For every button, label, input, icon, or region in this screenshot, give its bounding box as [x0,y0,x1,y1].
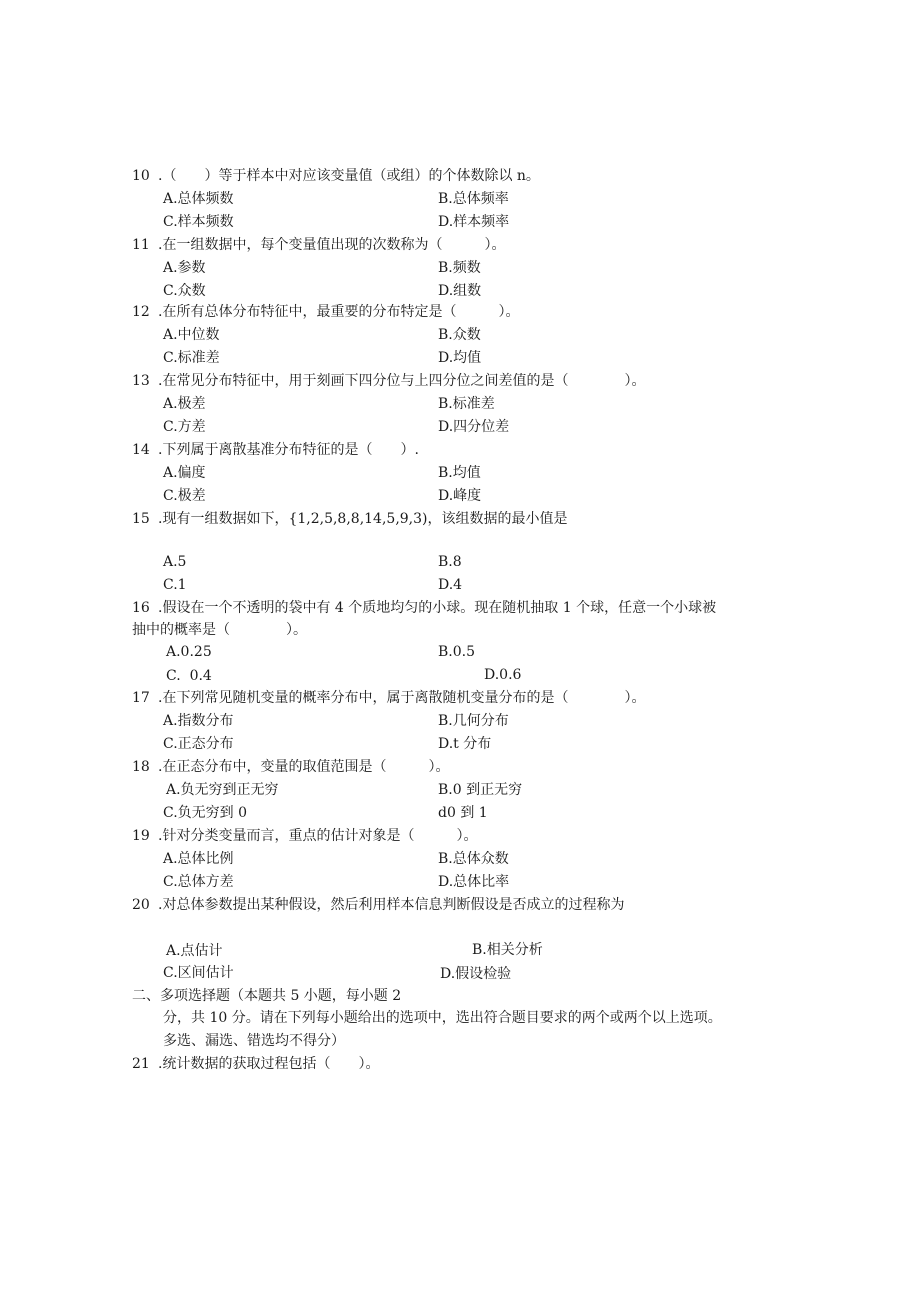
question-15-option-d: D.4 [438,577,463,593]
question-11-option-c: C.众数 [163,283,206,299]
question-17-text: .在下列常见随机变量的概率分布中，属于离散随机变量分布的是（ ）。 [158,690,646,706]
question-12-option-b: B.众数 [438,327,481,343]
question-20-text: .对总体参数提出某种假设，然后利用样本信息判断假设是否成立的过程称为 [158,897,625,913]
question-12-number: 12 [132,304,150,320]
question-10-option-d: D.样本频率 [438,214,510,230]
question-16-option-a: A.0.25 [166,644,212,660]
question-16-text: .假设在一个不透明的袋中有 4 个质地均匀的小球。现在随机抽取 1 个球，任意一个小球被 [158,600,717,616]
question-13-option-c: C.方差 [163,419,206,435]
question-15-number: 15 [132,511,150,527]
question-18-number: 18 [132,759,150,775]
question-20-number: 20 [132,897,150,913]
question-12-option-a: A.中位数 [163,327,220,343]
question-16-text-continued: 抽中的概率是（ ）。 [132,622,307,638]
question-15-option-b: B.8 [438,554,462,570]
question-14-number: 14 [132,442,150,458]
question-16-option-d: D.0.6 [484,667,522,683]
question-13-number: 13 [132,373,150,389]
question-20-option-a: A.点估计 [166,943,223,959]
question-14-option-d: D.峰度 [438,488,482,504]
question-20-option-b: B.相关分析 [472,942,543,958]
question-11-option-d: D.组数 [438,283,482,299]
question-11-option-b: B.频数 [438,260,481,276]
question-10-number: 10 [132,168,150,184]
question-19-option-b: B.总体众数 [438,851,509,867]
question-21-number: 21 [132,1056,150,1072]
question-18-option-d: d0 到 1 [438,805,488,821]
question-19-option-c: C.总体方差 [163,874,234,890]
question-17-option-a: A.指数分布 [163,713,234,729]
question-14-text: .下列属于离散基准分布特征的是（ ）. [158,442,419,458]
question-12-option-c: C.标准差 [163,350,220,366]
section-2-heading: 二、多项选择题（本题共 5 小题，每小题 2 [132,988,402,1004]
question-13-option-a: A.极差 [163,396,206,412]
question-14-option-b: B.均值 [438,465,481,481]
section-2-instructions-continued: 多选、漏选、错选均不得分） [163,1033,345,1049]
question-20-option-d: D.假设检验 [440,966,512,982]
question-10-option-a: A.总体频数 [163,191,234,207]
question-16-number: 16 [132,600,150,616]
question-17-number: 17 [132,690,150,706]
question-11-number: 11 [132,237,150,253]
question-21-text: .统计数据的获取过程包括（ ）。 [158,1056,380,1072]
question-13-text: .在常见分布特征中，用于刻画下四分位与上四分位之间差值的是（ ）。 [158,373,646,389]
question-17-option-b: B.几何分布 [438,713,509,729]
question-15-text: .现有一组数据如下，{1,2,5,8,8,14,5,9,3)，该组数据的最小值是 [158,511,568,527]
question-12-option-d: D.均值 [438,350,482,366]
question-17-option-d: D.t 分布 [438,736,492,752]
question-20-option-c: C.区间估计 [163,965,234,981]
question-19-option-d: D.总体比率 [438,874,510,890]
question-10-option-b: B.总体频率 [438,191,509,207]
question-18-option-b: B.0 到正无穷 [438,782,523,798]
question-18-option-c: C.负无穷到 0 [163,805,248,821]
question-18-option-a: A.负无穷到正无穷 [166,782,279,798]
question-14-option-c: C.极差 [163,488,206,504]
question-19-number: 19 [132,828,150,844]
question-15-option-a: A.5 [163,554,187,570]
question-13-option-b: B.标准差 [438,396,495,412]
question-13-option-d: D.四分位差 [438,419,510,435]
section-2-instructions: 分，共 10 分。请在下列每小题给出的选项中，选出符合题目要求的两个或两个以上选项。 [163,1010,722,1026]
question-19-text: .针对分类变量而言，重点的估计对象是（ ）。 [158,828,478,844]
question-11-text: .在一组数据中，每个变量值出现的次数称为（ ）。 [158,237,506,253]
question-18-text: .在正态分布中，变量的取值范围是（ ）。 [158,759,450,775]
question-14-option-a: A.偏度 [163,465,206,481]
question-10-text: .（ ）等于样本中对应该变量值（或组）的个体数除以 n。 [158,168,540,184]
question-11-option-a: A.参数 [163,260,206,276]
question-10-option-c: C.样本频数 [163,214,234,230]
question-17-option-c: C.正态分布 [163,736,234,752]
question-15-option-c: C.1 [163,577,187,593]
question-16-option-b: B.0.5 [438,644,476,660]
question-19-option-a: A.总体比例 [163,851,234,867]
question-12-text: .在所有总体分布特征中，最重要的分布特定是（ ）。 [158,304,520,320]
question-16-option-c: C. 0.4 [166,668,212,684]
